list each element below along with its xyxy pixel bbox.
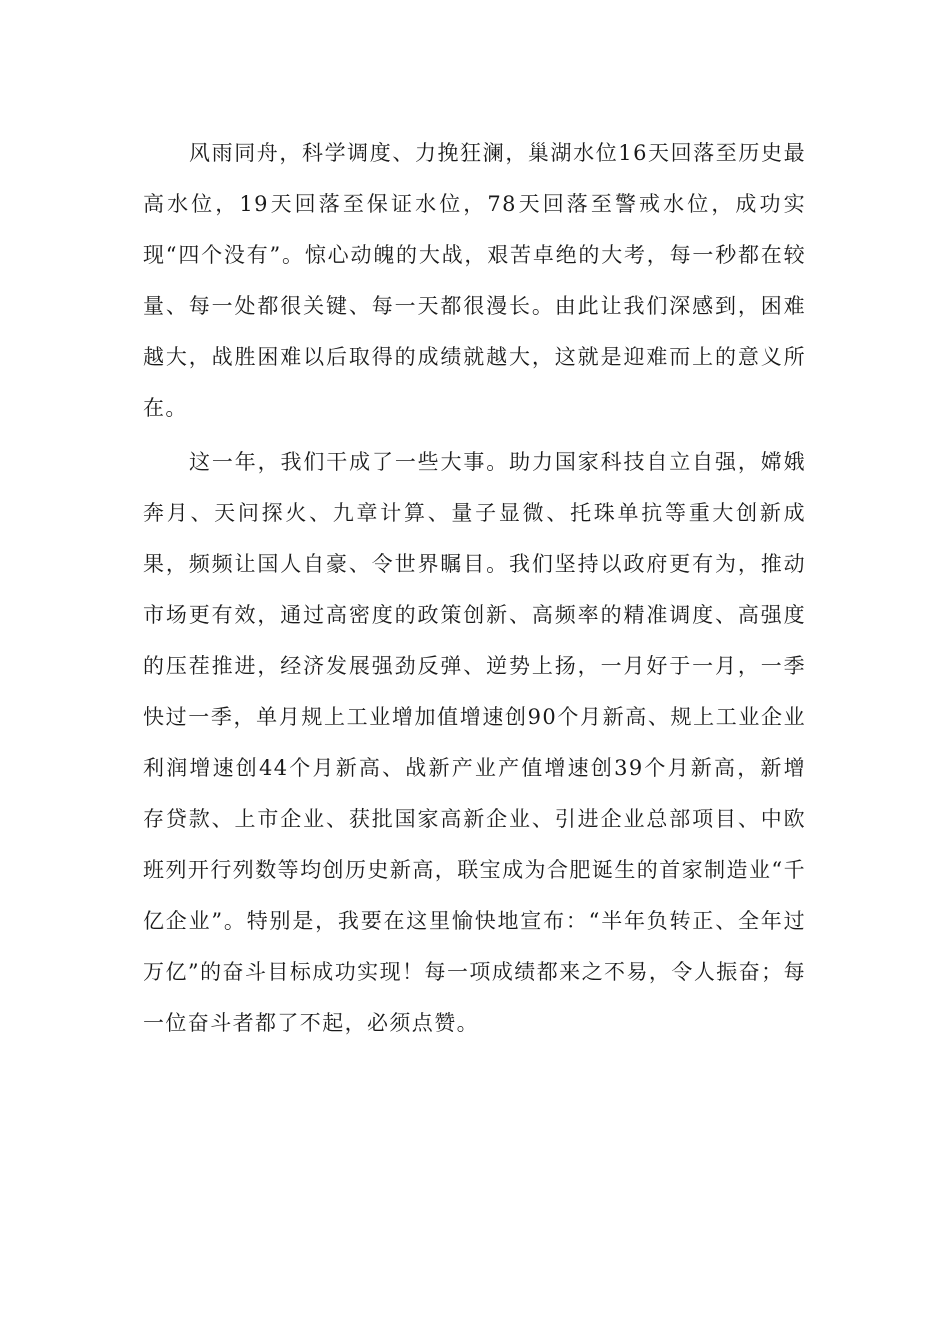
document-body [143, 128, 806, 1052]
paragraph-1: 风雨同舟，科学调度、力挽狂澜，巢湖水位16天回落至历史最高水位，19天回落至保证水位，78天回落至警戒水位，成功实现“四个没有”。惊心动魄的大战，艰苦卓绝的大考，每一秒都在较量、每一处都很关键、每一天都很漫长。由此让我们深感到，困难越大，战胜困难以后取得的成绩就越大，这就是迎难而上的意义所在。 [143, 141, 806, 420]
paragraph-2: 这一年，我们干成了一些大事。助力国家科技自立自强，嫦娥奔月、天问探火、九章计算、量子显微、托珠单抗等重大创新成果，频频让国人自豪、令世界瞩目。我们坚持以政府更有为，推动市场更有效，通过高密度的政策创新、高频率的精准调度、高强度的压茬推进，经济发展强劲反弹、逆势上扬，一月好于一月，一季快过一季，单月规上工业增加值增速创90个月新高、规上工业企业利润增速创44个月新高、战新产业产值增速创39个月新高，新增存贷款、上市企业、获批国家高新企业、引进企业总部项目、中欧班列开行列数等均创历史新高，联宝成为合肥诞生的首家制造业“千亿企业”。特别是，我要在这里愉快地宣布：“半年负转正、全年过万亿”的奋斗目标成功实现！每一项成绩都来之不易，令人振奋；每一位奋斗者都了不起，必须点赞。 [143, 450, 806, 1035]
